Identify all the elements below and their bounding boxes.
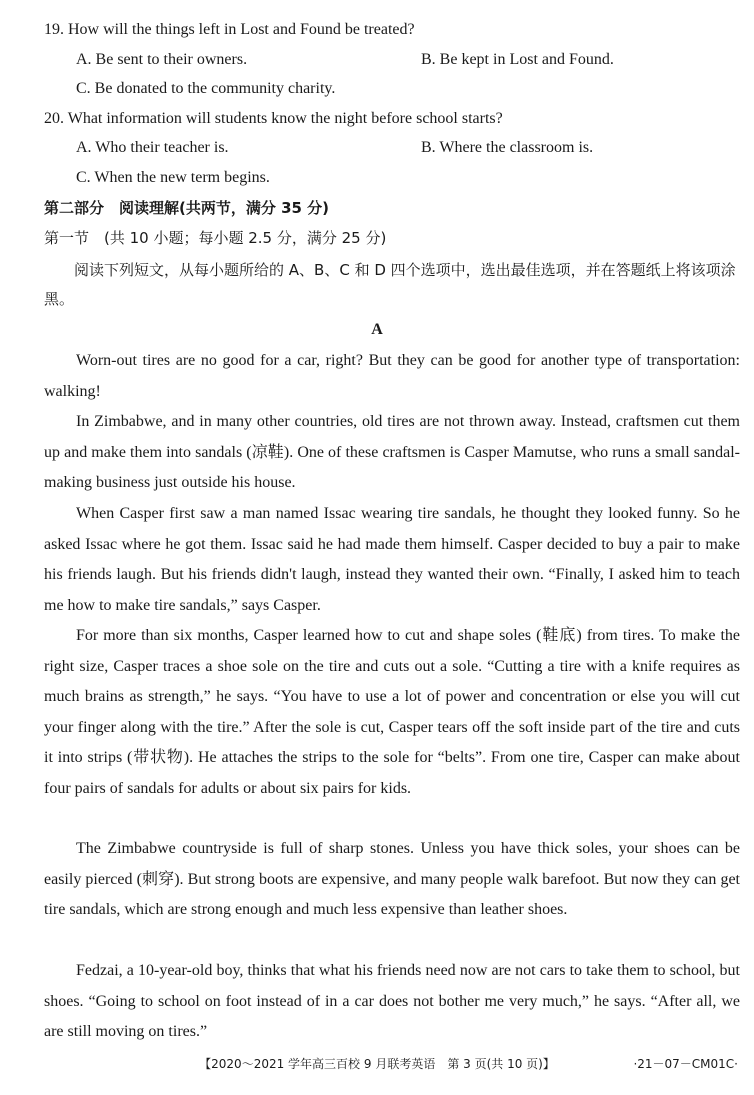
passage-paragraph: Fedzai, a 10-year-old boy, thinks that what his friends need now are not cars to take them to school, but shoes. “Going to school on foot instead of in a car does not bother me very much,” he says. “After all, we are still moving on tires.” bbox=[44, 962, 740, 1041]
question-20-option-c: C. When the new term begins. bbox=[76, 169, 270, 186]
section-instruction: 阅读下列短文，从每小题所给的 A、B、C 和 D 四个选项中，选出最佳选项，并在答题纸上将该项涂黑。 bbox=[44, 261, 736, 308]
question-19-option-a: A. Be sent to their owners. bbox=[76, 51, 248, 68]
question-19-option-b: B. Be kept in Lost and Found. bbox=[421, 51, 614, 68]
footer-code: ·21－07－CM01C· bbox=[633, 1057, 738, 1071]
question-20-option-b: B. Where the classroom is. bbox=[421, 139, 594, 156]
question-19-stem: 19. How will the things left in Lost and Found be treated? bbox=[44, 21, 415, 38]
section-subtitle: 第一节 (共 10 小题；每小题 2.5 分，满分 25 分) bbox=[44, 229, 387, 247]
passage-paragraph: In Zimbabwe, and in many other countries, old tires are not thrown away. Instead, craftsmen cut them up and make them into sandals (凉鞋). One of these craftsmen is Casper Mamutse, who runs a small sandal-making business just outside his house. bbox=[44, 413, 740, 492]
passage-paragraph: The Zimbabwe countryside is full of sharp stones. Unless you have thick soles, your shoes can be easily pierced (刺穿). But strong boots are expensive, and many people walk barefoot. But now they can get tire sandals, which are strong enough and much less expensive than leather shoes. bbox=[44, 840, 740, 919]
passage-paragraph: When Casper first saw a man named Issac wearing tire sandals, he thought they looked funny. So he asked Issac where he got them. Issac said he had made them himself. Casper decided to buy a pair to make his friends laugh. But his friends didn't laugh, instead they wanted their own. “Finally, I asked him to teach me how to make tire sandals,” says Casper. bbox=[44, 505, 740, 614]
question-20-option-a: A. Who their teacher is. bbox=[76, 139, 229, 156]
section-title: 第二部分 阅读理解(共两节，满分 35 分) bbox=[44, 199, 330, 217]
question-20-stem: 20. What information will students know the night before school starts? bbox=[44, 110, 503, 127]
page-footer: 【2020～2021 学年高三百校 9 月联考英语 第 3 页(共 10 页)】 bbox=[199, 1057, 555, 1071]
passage-paragraph: For more than six months, Casper learned how to cut and shape soles (鞋底) from tires. To make the right size, Casper traces a shoe sole on the tire and cuts out a sole. “Cutting a tire with a knife requires as much brains as strength,” he says. “You have to use a lot of power and concentration or else you will cut your finger along with the tire.” After the sole is cut, Casper tears off the soft inside part of the tire and cuts it into strips (带状物). He attaches the strips to the sole for “belts”. From one tire, Casper can make about four pairs of sandals for adults or about six pairs for kids. bbox=[44, 627, 740, 797]
passage-paragraph: Worn-out tires are no good for a car, right? But they can be good for another type of transportation: walking! bbox=[44, 352, 740, 400]
question-19-option-c: C. Be donated to the community charity. bbox=[76, 80, 336, 97]
passage-label: A bbox=[371, 321, 383, 338]
